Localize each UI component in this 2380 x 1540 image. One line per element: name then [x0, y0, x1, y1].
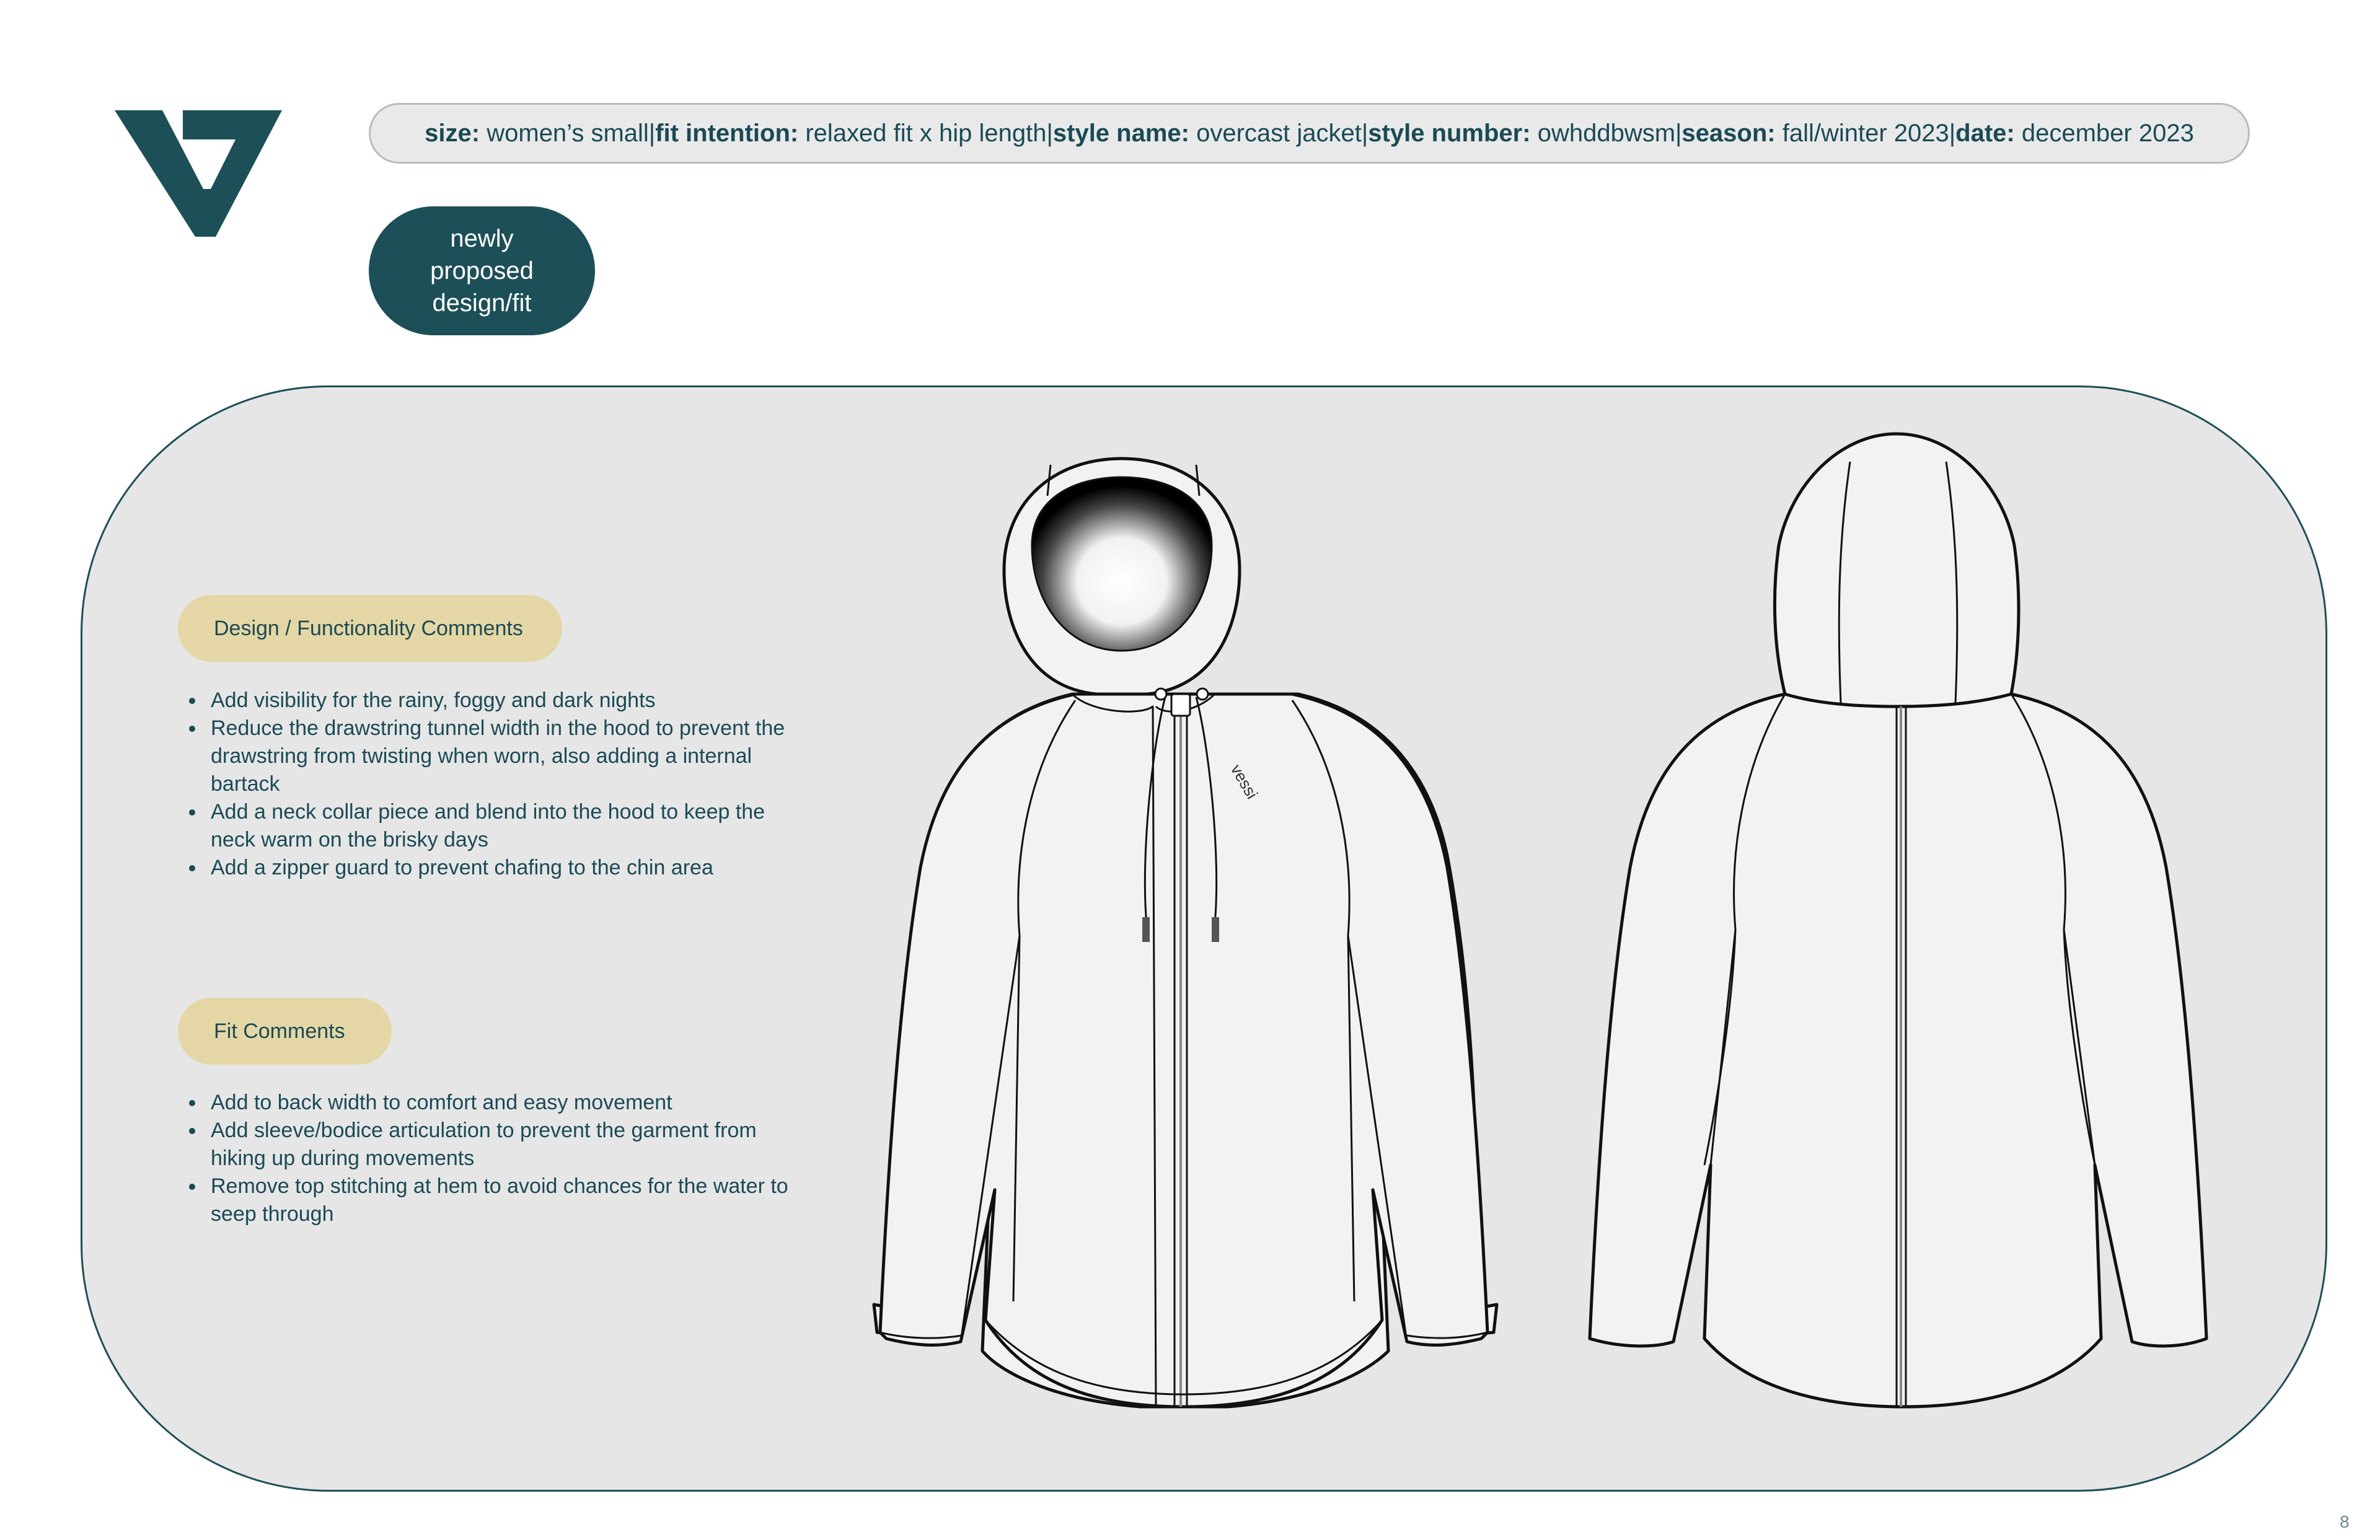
list-item: • Add visibility for the rainy, foggy and dark nights [206, 687, 788, 715]
list-item: • Reduce the drawstring tunnel width in the hood to prevent the drawstring from twisting when worn, also adding a internal bartack [206, 715, 788, 798]
style-name-label: style name: [1052, 119, 1189, 147]
fit-value: relaxed fit x hip length [805, 119, 1047, 147]
style-number-value: owhddbwsm [1537, 119, 1676, 147]
fit-comments-list [174, 1089, 788, 1228]
list-item: • Remove top stitching at hem to avoid chances for the water to seep through [206, 1173, 788, 1228]
spec-header: size: women’s small | fit intention: relaxed fit x hip length | style name: overcast jacket | style number: owhddbwsm | season: fall/winter 2023 | date: december 2023 [369, 103, 2250, 164]
status-badge: newly proposed design/fit [369, 206, 595, 335]
back-view-icon [1590, 434, 2206, 1407]
chest-logo-text: vessi [1227, 761, 1262, 803]
front-view-icon [874, 459, 1497, 1407]
date-label: date: [1955, 119, 2015, 147]
date-value: december 2023 [2021, 119, 2194, 147]
size-value: women’s small [487, 119, 649, 147]
page-number: 8 [2340, 1512, 2350, 1531]
jacket-flat-sketch-icon [769, 421, 2213, 1450]
fit-label: fit intention: [655, 119, 799, 147]
design-comments-title: Design / Functionality Comments [178, 595, 562, 662]
fit-comments-title: Fit Comments [178, 998, 392, 1065]
list-item: • Add a neck collar piece and blend into the hood to keep the neck warm on the brisky days [206, 798, 788, 854]
design-comments-list [174, 687, 788, 882]
season-value: fall/winter 2023 [1782, 119, 1949, 147]
size-label: size: [425, 119, 480, 147]
list-item: • Add sleeve/bodice articulation to prevent the garment from hiking up during movements [206, 1117, 788, 1173]
list-item: • Add to back width to comfort and easy movement [206, 1089, 788, 1117]
season-label: season: [1681, 119, 1776, 147]
style-name-value: overcast jacket [1196, 119, 1362, 147]
list-item: • Add a zipper guard to prevent chafing to the chin area [206, 854, 788, 882]
style-number-label: style number: [1368, 119, 1531, 147]
brand-logo-icon [112, 105, 285, 242]
